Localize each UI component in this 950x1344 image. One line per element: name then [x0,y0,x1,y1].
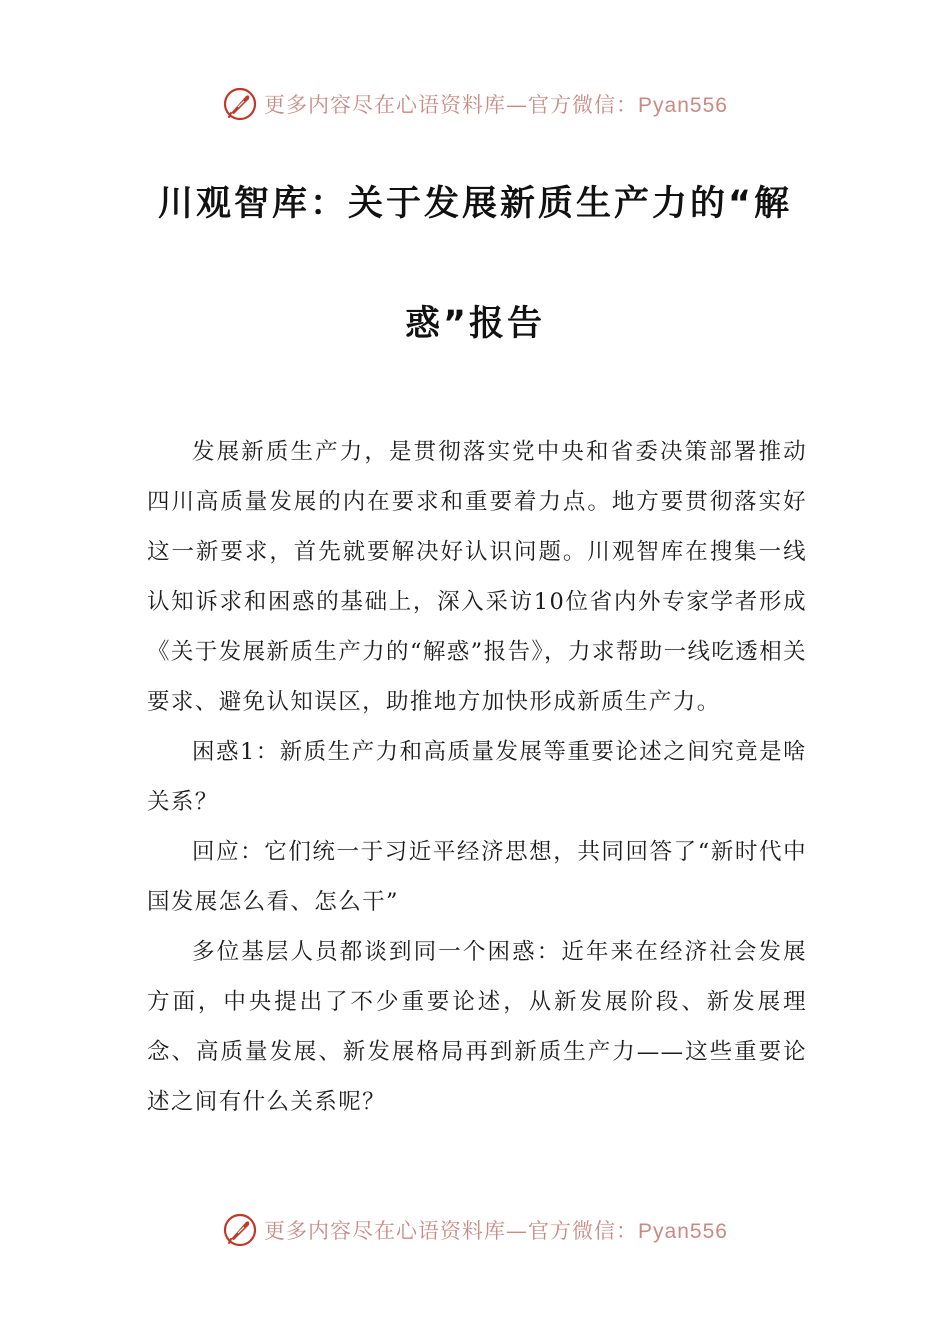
watermark-text [264,1215,728,1245]
paragraph-question-1: 困惑1：新质生产力和高质量发展等重要论述之间究竟是啥关系？ [147,739,807,815]
quill-pen-logo-icon [222,86,258,122]
paragraph-intro: 发展新质生产力，是贯彻落实党中央和省委决策部署推动四川高质量发展的内在要求和重要着力点。地方要贯彻落实好这一新要求，首先就要解决好认识问题。川观智库在搜集一线认知诉求和困惑的基础上，深入采访10位省内外专家学者形成《关于发展新质生产力的“解惑”报告》，力求帮助一线吃透相关要求、避免认知误区，助推地方加快形成新质生产力。 [147,439,807,715]
paragraph-discussion: 多位基层人员都谈到同一个困惑：近年来在经济社会发展方面，中央提出了不少重要论述，从新发展阶段、新发展理念、高质量发展、新发展格局再到新质生产力——这些重要论述之间有什么关系呢？ [147,939,807,1115]
watermark-slogan: 更多内容尽在心语资料库—官方微信： [264,93,639,117]
header-watermark [0,84,950,124]
paragraph-answer-1: 回应：它们统一于习近平经济思想，共同回答了“新时代中国发展怎么看、怎么干” [147,839,807,915]
watermark-slogan: 更多内容尽在心语资料库—官方微信： [264,1219,639,1243]
watermark-wechat-id: Pyan556 [638,1220,728,1243]
quill-pen-logo-icon [222,1212,258,1248]
document-title-line-1: 川观智库：关于发展新质生产力的“解 [157,184,792,224]
footer-watermark [0,1210,950,1250]
document-title-line-2: 惑”报告 [404,304,545,344]
document-body [147,427,807,1127]
watermark-wechat-id: Pyan556 [638,94,728,117]
watermark-text [264,89,728,119]
